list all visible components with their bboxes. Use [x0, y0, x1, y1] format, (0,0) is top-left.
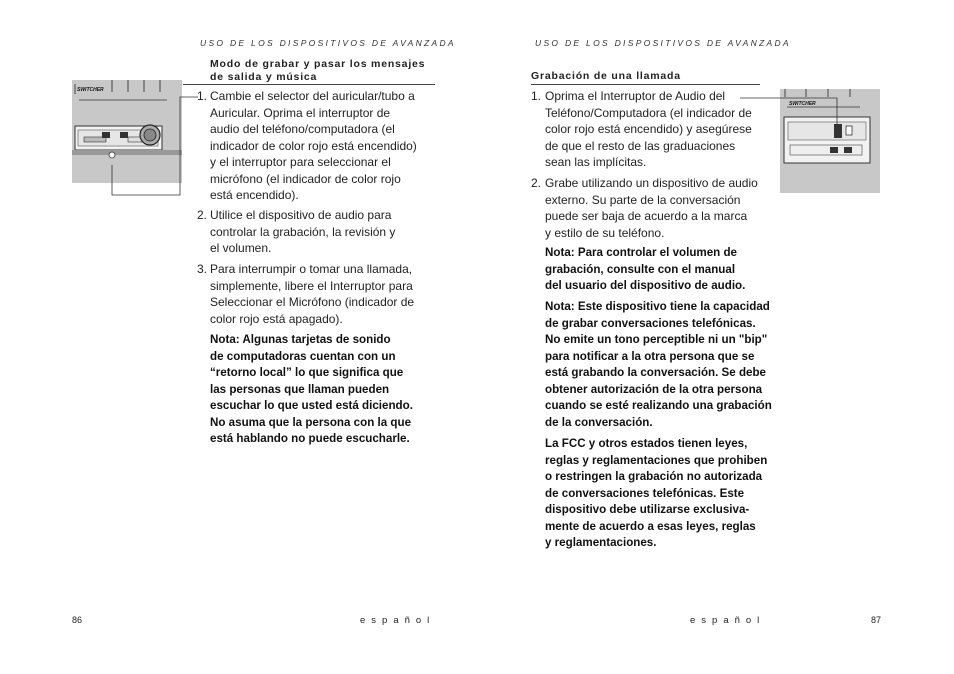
step-line: de que el resto de las graduaciones	[545, 138, 736, 153]
step-line: sean las implícitas.	[545, 155, 647, 169]
note-line: Nota: Para controlar el volumen de	[545, 246, 737, 259]
step-number: 1.	[531, 89, 542, 103]
device-brand-right: SWITCHER	[789, 101, 816, 107]
note-line: mente de acuerdo a esas leyes, reglas	[545, 519, 756, 533]
list-item	[531, 175, 771, 241]
note-line: de computadoras cuentan con un	[210, 349, 396, 363]
section-rule-right	[531, 84, 760, 85]
step-line: y el interruptor para seleccionar el	[210, 155, 391, 169]
step-line: Cambie el selector del auricular/tubo a	[210, 89, 415, 103]
list-item	[197, 88, 437, 204]
note-line: está hablando no puede escucharle.	[210, 432, 410, 445]
note-line: reglas y reglamentaciones que prohiben	[545, 453, 768, 467]
callout-leader-left	[100, 90, 210, 205]
page-number-left: 86	[72, 615, 83, 625]
note-right-2	[545, 299, 775, 431]
list-item	[197, 207, 437, 257]
note-line: Nota: Este dispositivo tiene la capacidad	[545, 300, 770, 313]
step-line: Grabe utilizando un dispositivo de audio	[545, 176, 758, 190]
list-item	[531, 88, 771, 171]
step-line: Auricular. Oprima el interruptor de	[210, 105, 391, 120]
note-right-1	[545, 245, 775, 295]
note-line: dispositivo debe utilizarse exclusiva-	[545, 503, 750, 516]
note-line: está grabando la conversación. Se debe	[545, 366, 767, 379]
note-line: de conversaciones telefónicas. Este	[545, 486, 745, 500]
section-title-right: Grabación de una llamada	[531, 70, 681, 82]
step-line: puede ser baja de acuerdo a la marca	[545, 209, 748, 223]
step-line: externo. Su parte de la conversación	[545, 192, 741, 207]
step-number: 1.	[197, 89, 208, 103]
step-line: Teléfono/Computadora (el indicador de	[545, 105, 752, 120]
step-line: y estilo de su teléfono.	[545, 225, 665, 240]
step-line: Oprima el Interruptor de Audio del	[545, 89, 726, 103]
language-label-left: español	[360, 615, 436, 626]
note-line: cuando se esté realizando una grabación	[545, 399, 772, 412]
section-rule-left	[183, 84, 435, 85]
running-head-right: USO DE LOS DISPOSITIVOS DE AVANZADA	[535, 38, 791, 48]
note-line: para notificar a la otra persona que se	[545, 349, 755, 363]
note-line: de la conversación.	[545, 415, 653, 429]
step-line: el volumen.	[210, 241, 272, 255]
page-number-right: 87	[871, 615, 882, 625]
running-head-left: USO DE LOS DISPOSITIVOS DE AVANZADA	[200, 38, 456, 48]
note-left	[210, 332, 450, 448]
note-line: las personas que llaman pueden	[210, 382, 390, 396]
step-line: está encendido).	[210, 188, 299, 202]
section-title-left-line2: de salida y música	[210, 71, 318, 83]
section-title-left-line1: Modo de grabar y pasar los mensajes	[210, 58, 426, 70]
step-line: Seleccionar el Micrófono (indicador de	[210, 295, 415, 309]
note-line: escuchar lo que usted está diciendo.	[210, 399, 413, 412]
step-line: color rojo está encendido) y asegúrese	[545, 122, 752, 136]
step-line: audio del teléfono/computadora (el	[210, 122, 395, 136]
step-line: simplemente, libere el Interruptor para	[210, 278, 413, 293]
step-number: 3.	[197, 262, 208, 276]
note-line: obtener autorización de la otra persona	[545, 382, 763, 396]
step-line: micrófono (el indicador de color rojo	[210, 171, 401, 186]
note-line: Nota: Algunas tarjetas de sonido	[210, 333, 391, 346]
step-line: Utilice el dispositivo de audio para	[210, 208, 392, 222]
step-number: 2.	[197, 208, 208, 222]
note-line: del usuario del dispositivo de audio.	[545, 279, 746, 292]
note-line: La FCC y otros estados tienen leyes,	[545, 437, 748, 450]
note-line: grabación, consulte con el manual	[545, 262, 736, 276]
note-right-3	[545, 436, 775, 552]
note-line: No asuma que la persona con la que	[210, 415, 412, 429]
note-line: “retorno local” lo que significa que	[210, 366, 404, 379]
language-label-right: español	[690, 615, 766, 626]
step-line: indicador de color rojo está encendido)	[210, 138, 417, 153]
list-item	[197, 261, 437, 327]
device-brand-left: SWITCHER	[77, 87, 104, 93]
note-line: y reglamentaciones.	[545, 536, 657, 549]
step-line: controlar la grabación, la revisión y	[210, 224, 396, 239]
step-number: 2.	[531, 176, 542, 190]
note-line: o restringen la grabación no autorizada	[545, 470, 763, 483]
section-title-left	[210, 58, 440, 84]
note-line: No emite un tono perceptible ni un "bip"	[545, 333, 768, 346]
note-line: de grabar conversaciones telefónicas.	[545, 316, 756, 330]
step-line: color rojo está apagado).	[210, 311, 343, 326]
step-line: Para interrumpir o tomar una llamada,	[210, 262, 413, 276]
